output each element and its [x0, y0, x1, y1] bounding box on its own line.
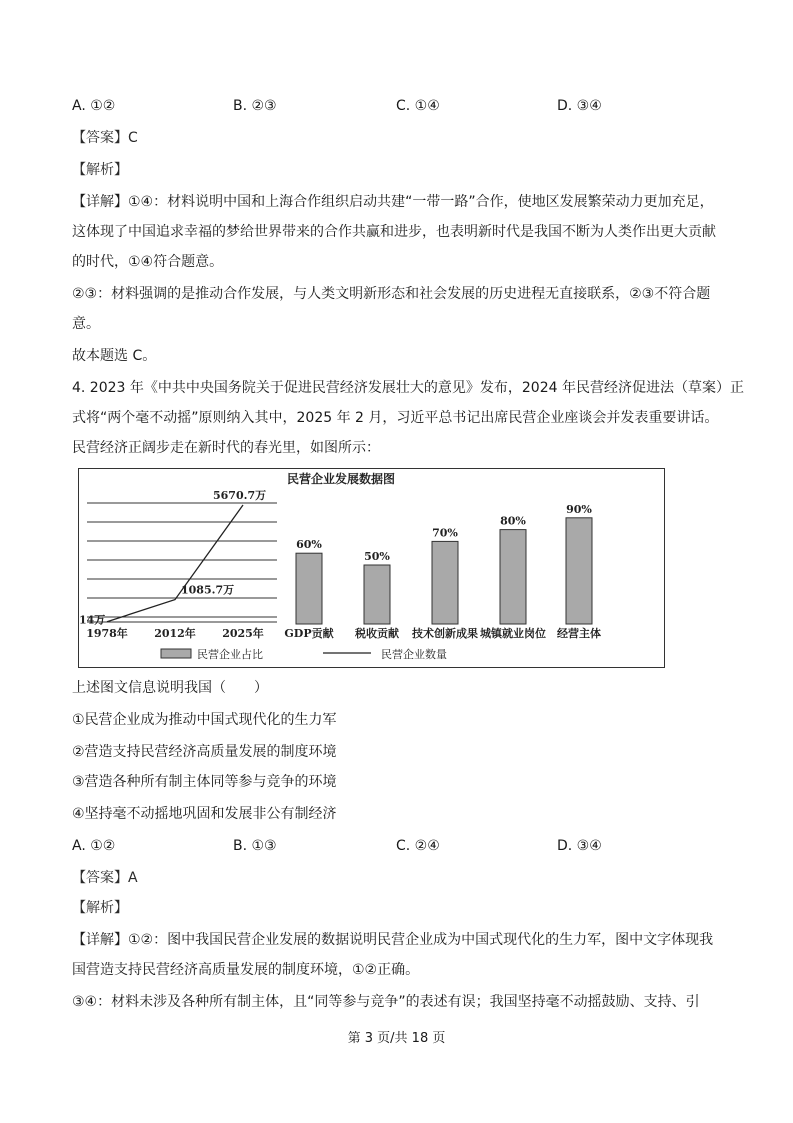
q3-option-c: C. ①④	[396, 98, 440, 114]
bar-3	[432, 541, 458, 624]
q3-option-b: B. ②③	[233, 98, 277, 114]
legend-bar-label: 民营企业占比	[197, 648, 263, 661]
bar-category-label: 城镇就业岗位	[480, 627, 546, 640]
legend-line-label: 民营企业数量	[381, 648, 447, 661]
page-footer: 第 3 页/共 18 页	[347, 1031, 446, 1046]
bar-category-label: 税收贡献	[355, 627, 399, 640]
private-enterprise-chart	[78, 468, 665, 668]
line-x-tick-label: 2025年	[222, 627, 264, 640]
q4-detail-line: ③④：材料未涉及各种所有制主体，且“同等参与竞争”的表述有误；我国坚持毫不动摇鼓励、支持、引	[72, 994, 700, 1010]
bar-data-label: 50%	[364, 550, 390, 563]
q4-stem-line: 民营经济正阔步走在新时代的春光里，如图所示：	[72, 440, 380, 456]
bar-category-label: 技术创新成果	[412, 627, 478, 640]
q4-item-1: ①民营企业成为推动中国式现代化的生力军	[72, 712, 337, 728]
bar-data-label: 60%	[296, 538, 322, 552]
q3-detail-line: 【详解】①④：材料说明中国和上海合作组织启动共建“一带一路”合作，使地区发展繁荣动力更加充足，	[72, 194, 714, 210]
bar-1	[296, 553, 322, 624]
q4-item-2: ②营造支持民营经济高质量发展的制度环境	[72, 744, 337, 760]
q4-detail-line: 国营造支持民营经济高质量发展的制度环境，①②正确。	[72, 962, 420, 978]
q4-option-b: B. ①③	[233, 838, 277, 854]
bar-data-label: 80%	[500, 514, 526, 528]
bar-data-label: 90%	[566, 502, 592, 516]
q4-item-4: ④坚持毫不动摇地巩固和发展非公有制经济	[72, 806, 337, 822]
line-data-label: 5670.7万	[213, 489, 267, 502]
q3-detail-line: ②③：材料强调的是推动合作发展，与人类文明新形态和社会发展的历史进程无直接联系，②③不符合题	[72, 286, 711, 302]
q4-item-3: ③营造各种所有制主体同等参与竞争的环境	[72, 774, 337, 790]
line-x-tick-label: 1978年	[86, 627, 128, 640]
line-x-tick-label: 2012年	[154, 627, 196, 640]
bar-category-label: 经营主体	[557, 627, 601, 640]
q3-answer: 【答案】C	[72, 130, 138, 146]
q3-detail-line: 这体现了中国追求幸福的梦给世界带来的合作共赢和进步，也表明新时代是我国不断为人类作出更大贡献	[72, 224, 716, 240]
line-series-private-enterprise-count	[107, 505, 243, 622]
legend-bar-swatch	[161, 649, 191, 658]
q4-option-d: D. ③④	[557, 838, 602, 854]
bar-2	[364, 565, 390, 624]
q4-answer: 【答案】A	[72, 870, 138, 886]
q4-stem-line: 4. 2023 年《中共中央国务院关于促进民营经济发展壮大的意见》发布，2024 年民营经济促进法（草案）正	[72, 380, 744, 396]
q3-detail-line: 意。	[72, 316, 100, 332]
q3-conclusion: 故本题选 C。	[72, 348, 157, 364]
q3-option-a: A. ①②	[72, 98, 116, 114]
line-data-label: 1085.7万	[181, 583, 235, 597]
q4-analysis-label: 【解析】	[72, 900, 128, 916]
bar-category-label: GDP贡献	[284, 627, 334, 640]
q3-analysis-label: 【解析】	[72, 162, 128, 178]
q4-detail-line: 【详解】①②：图中我国民营企业发展的数据说明民营企业成为中国式现代化的生力军，图中文字体现我	[72, 932, 714, 948]
bar-4	[500, 530, 526, 624]
q3-option-d: D. ③④	[557, 98, 602, 114]
bar-data-label: 70%	[432, 526, 458, 540]
chart-svg	[79, 469, 664, 667]
q4-option-c: C. ②④	[396, 838, 440, 854]
q3-detail-line: 的时代，①④符合题意。	[72, 254, 224, 270]
line-data-label: 14万	[79, 613, 106, 627]
chart-title: 民营企业发展数据图	[286, 472, 396, 486]
q4-option-a: A. ①②	[72, 838, 116, 854]
bar-5	[566, 518, 592, 624]
q4-stem-line: 式将“两个毫不动摇”原则纳入其中，2025 年 2 月，习近平总书记出席民营企业座谈会并发表重要讲话。	[72, 410, 719, 426]
q4-question: 上述图文信息说明我国（ ）	[72, 680, 268, 696]
